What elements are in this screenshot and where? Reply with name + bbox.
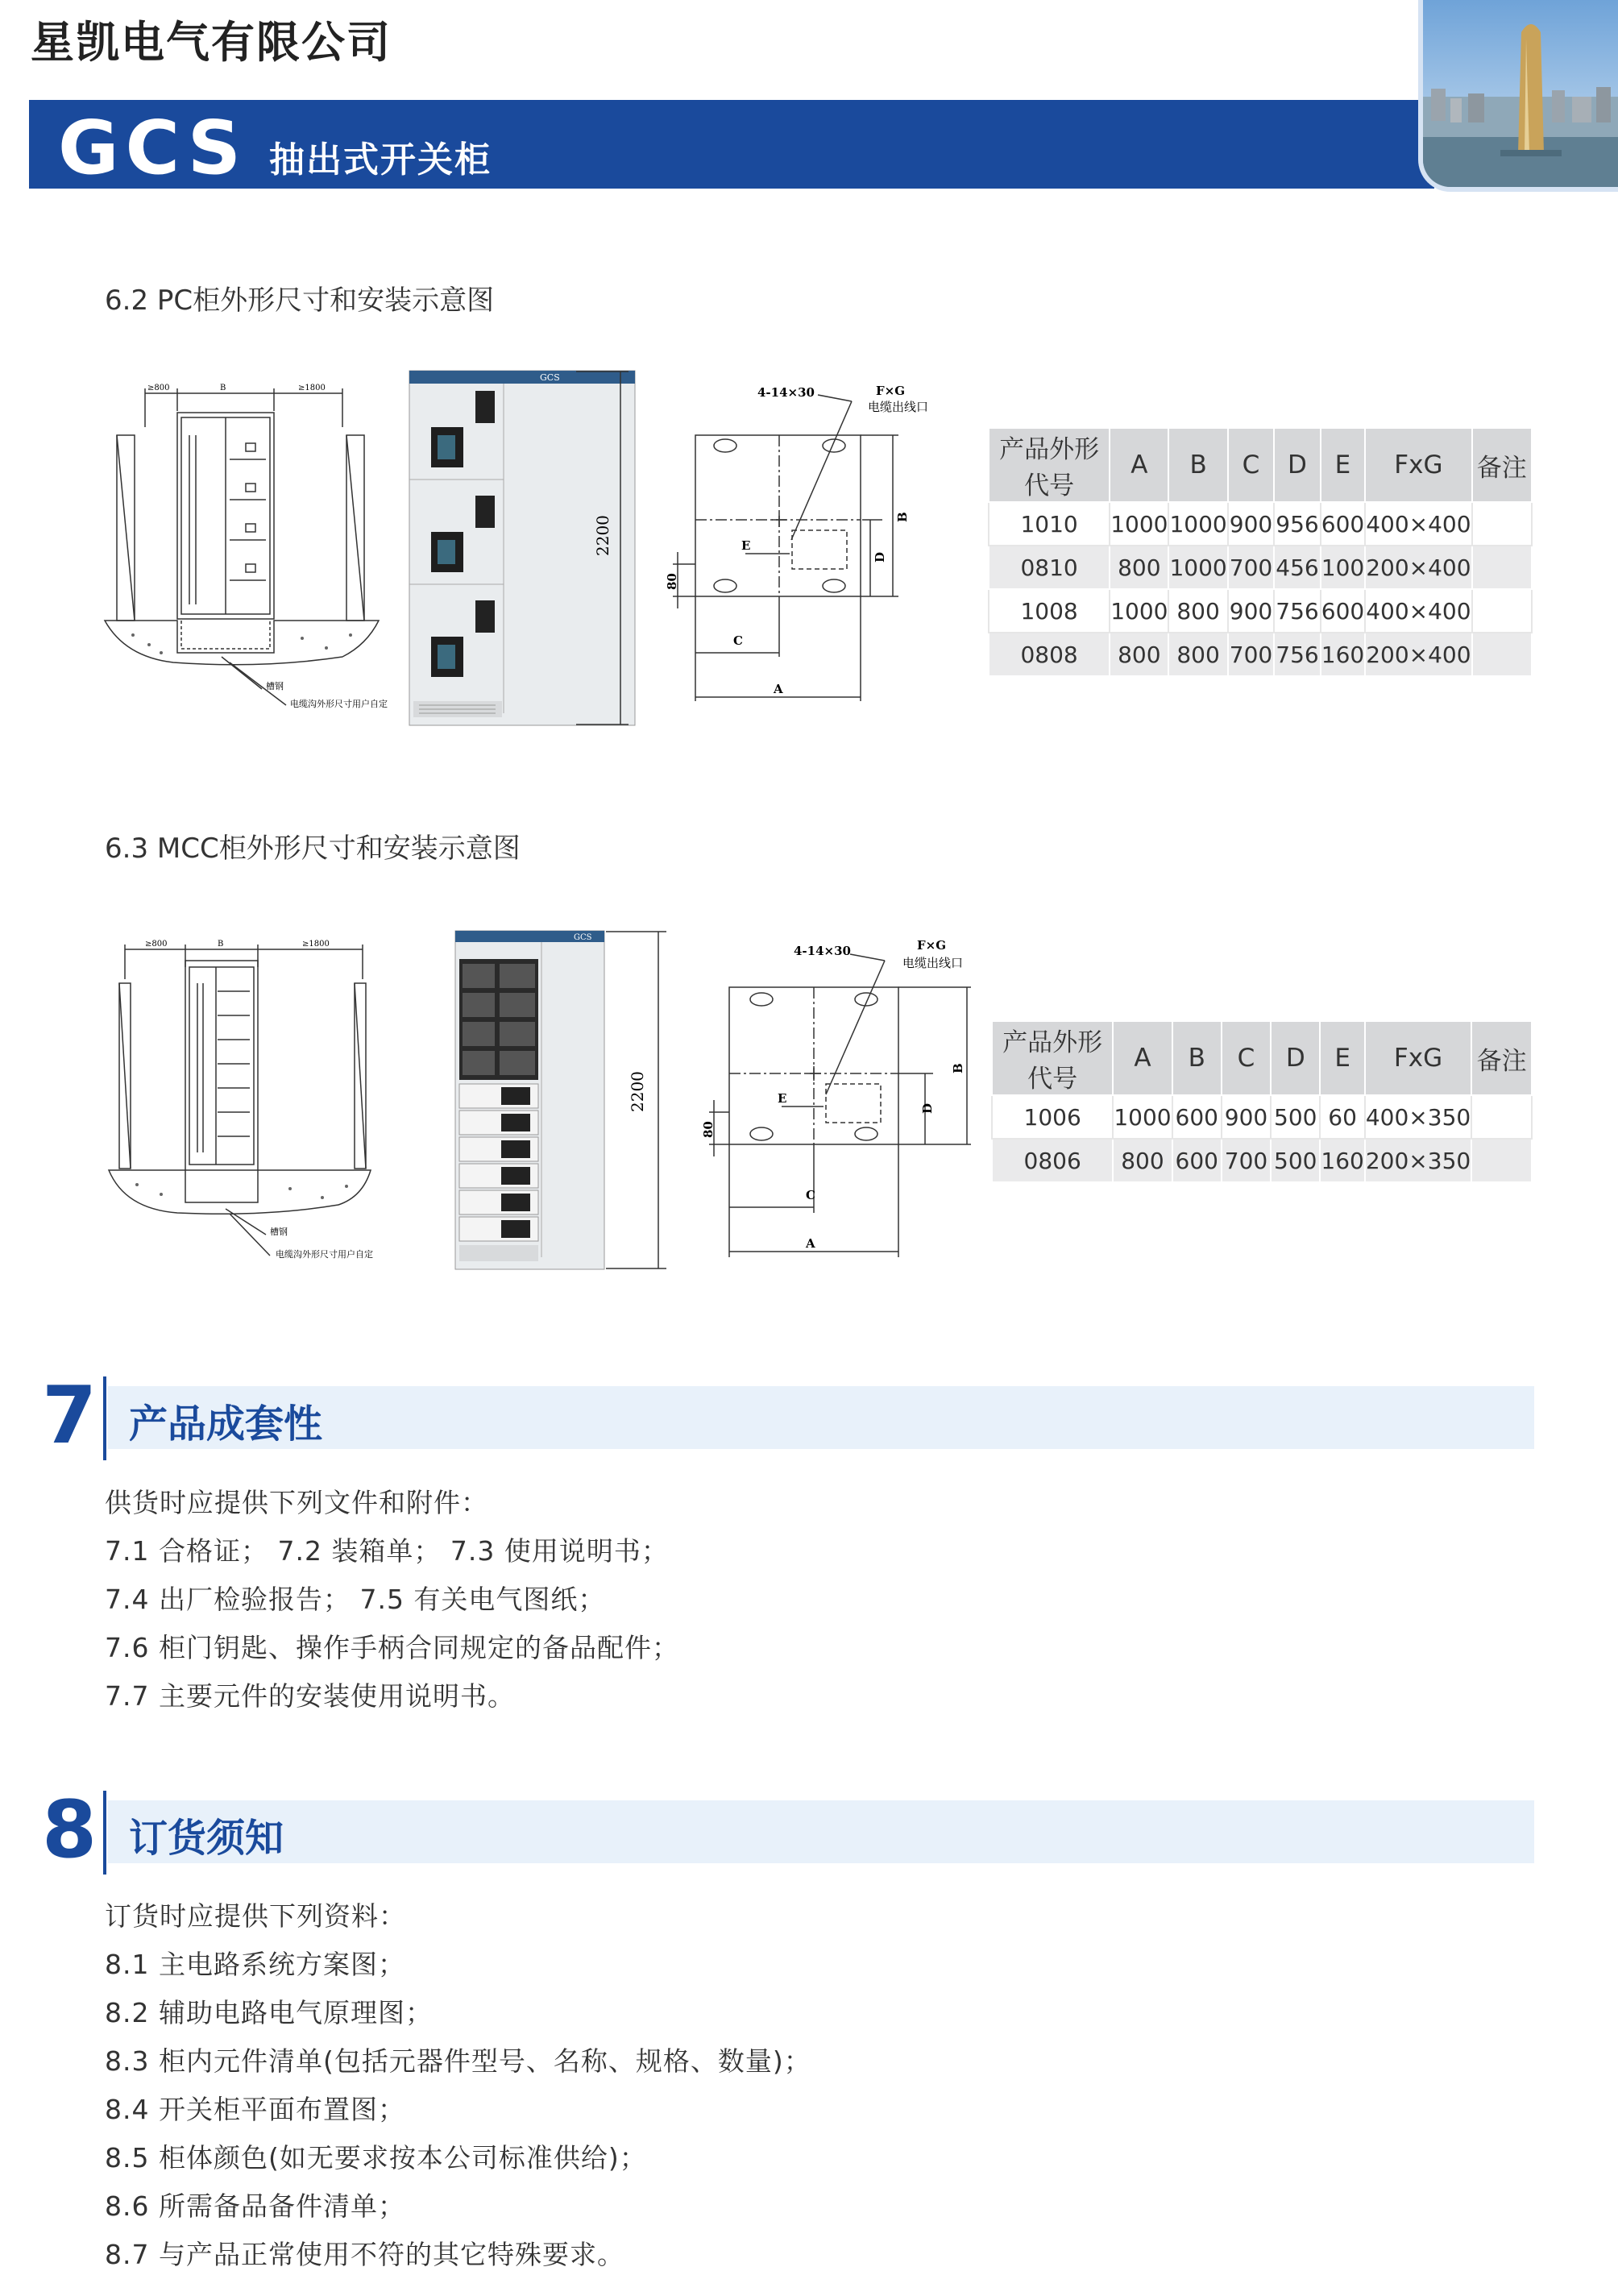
table-cell	[1472, 633, 1532, 676]
table-cell: 600	[1172, 1095, 1222, 1139]
list-item: 7.7 主要元件的安装使用说明书。	[105, 1680, 515, 1712]
section-7-body	[105, 1479, 679, 1721]
table-cell: 1000	[1113, 1095, 1172, 1139]
pc-installation-drawing	[101, 379, 391, 717]
table-cell: 600	[1321, 589, 1365, 633]
table-cell: 0806	[992, 1139, 1113, 1182]
table-cell: 160	[1321, 633, 1365, 676]
table-cell	[1472, 546, 1532, 589]
label-trench: 电缆沟外形尺寸用户自定	[290, 699, 388, 709]
table-cell: 800	[1168, 589, 1227, 633]
table-cell: 700	[1222, 1139, 1271, 1182]
mcc-plan-drawing	[701, 935, 999, 1257]
plan-cable: 电缆出线口	[902, 956, 964, 970]
table-header: FxG	[1365, 1021, 1471, 1095]
table-cell: 456	[1274, 546, 1321, 589]
table-cell: 0810	[989, 546, 1110, 589]
table-cell: 1006	[992, 1095, 1113, 1139]
table-cell: 800	[1110, 633, 1168, 676]
mcc-installation-drawing	[105, 935, 379, 1273]
section-8-divider	[103, 1791, 106, 1875]
company-name: 星凯电气有限公司	[31, 17, 392, 68]
dim-right: ≥1800	[298, 384, 326, 392]
plan-c: C	[733, 633, 743, 648]
table-cell	[1471, 1139, 1532, 1182]
table-cell: 200×400	[1365, 633, 1471, 676]
plan-c: C	[806, 1188, 815, 1202]
table-cell: 756	[1274, 633, 1321, 676]
list-item: 8.5 柜体颜色(如无要求按本公司标准供给)；	[105, 2142, 647, 2174]
list-item: 订货时应提供下列资料：	[105, 1900, 406, 1932]
mcc-height-dimension	[606, 927, 670, 1273]
table-cell: 1008	[989, 589, 1110, 633]
table-cell: 900	[1228, 589, 1275, 633]
dim-right: ≥1800	[302, 940, 330, 949]
plan-e: E	[778, 1091, 787, 1106]
section-7-divider	[103, 1376, 106, 1460]
list-item: 供货时应提供下列文件和附件：	[105, 1487, 488, 1518]
mcc-cabinet-image	[453, 927, 614, 1273]
section-8-number: 8	[42, 1784, 97, 1876]
table-header: A	[1110, 428, 1168, 502]
table-header: 备注	[1471, 1021, 1532, 1095]
table-row	[989, 633, 1532, 676]
list-item: 8.6 所需备品备件清单；	[105, 2190, 405, 2222]
list-item: 8.1 主电路系统方案图；	[105, 1949, 405, 1980]
table-header: C	[1222, 1021, 1271, 1095]
table-cell: 900	[1228, 502, 1275, 546]
table-cell: 800	[1168, 633, 1227, 676]
dim-b: B	[220, 384, 226, 392]
table-row	[992, 1139, 1532, 1182]
table-header: FxG	[1365, 428, 1471, 502]
plan-e: E	[741, 538, 751, 553]
section-8-title: 订货须知	[129, 1816, 284, 1861]
table-header: E	[1321, 428, 1365, 502]
table-cell: 956	[1274, 502, 1321, 546]
table-cell: 800	[1113, 1139, 1172, 1182]
label-trench: 电缆沟外形尺寸用户自定	[276, 1249, 373, 1260]
list-item: 8.7 与产品正常使用不符的其它特殊要求。	[105, 2239, 624, 2270]
table-cell	[1471, 1095, 1532, 1139]
plan-holes: 4-14×30	[757, 385, 815, 400]
label-channel: 槽钢	[270, 1227, 288, 1237]
pc-plan-drawing	[665, 379, 963, 701]
city-skyline-image	[1423, 0, 1618, 187]
section-8-body	[105, 1892, 811, 2279]
table-cell: 600	[1172, 1139, 1222, 1182]
table-header: 备注	[1472, 428, 1532, 502]
city-photo	[1418, 0, 1618, 192]
table-row	[989, 589, 1532, 633]
table-cell: 700	[1228, 633, 1275, 676]
list-item: 7.1 合格证； 7.2 装箱单； 7.3 使用说明书；	[105, 1535, 669, 1567]
height-label: 2200	[628, 1071, 647, 1112]
height-label: 2200	[593, 515, 612, 556]
table-header: D	[1271, 1021, 1320, 1095]
table-cell: 60	[1320, 1095, 1364, 1139]
table-cell: 200×400	[1365, 546, 1471, 589]
plan-holes: 4-14×30	[794, 944, 851, 958]
pc-height-dimension	[576, 367, 633, 729]
table-header: 产品外形代号	[992, 1021, 1113, 1095]
cabinet-brand: GCS	[540, 372, 560, 383]
table-cell: 400×350	[1365, 1095, 1471, 1139]
table-cell: 800	[1110, 546, 1168, 589]
table-cell: 200×350	[1365, 1139, 1471, 1182]
table-cell: 700	[1228, 546, 1275, 589]
table-row	[992, 1095, 1532, 1139]
product-title: 抽出式开关柜	[269, 139, 492, 181]
mcc-dimension-table	[991, 1020, 1533, 1183]
section-7-title: 产品成套性	[129, 1401, 323, 1447]
table-header: B	[1168, 428, 1227, 502]
plan-a: A	[806, 1236, 815, 1251]
plan-d: D	[873, 551, 887, 563]
plan-b: B	[951, 1063, 965, 1073]
table-row	[989, 546, 1532, 589]
table-header: 产品外形代号	[989, 428, 1110, 502]
plan-80: 80	[701, 1121, 716, 1138]
dim-b: B	[218, 940, 224, 949]
table-cell: 600	[1321, 502, 1365, 546]
table-header: E	[1320, 1021, 1364, 1095]
table-cell: 400×400	[1365, 589, 1471, 633]
list-item: 8.2 辅助电路电气原理图；	[105, 1997, 433, 2028]
pc-dimension-table	[988, 427, 1533, 677]
plan-fg: F×G	[876, 384, 906, 398]
plan-cable: 电缆出线口	[868, 400, 929, 414]
plan-80: 80	[665, 573, 679, 590]
table-cell: 900	[1222, 1095, 1271, 1139]
table-cell: 1000	[1168, 546, 1227, 589]
list-item: 8.4 开关柜平面布置图；	[105, 2094, 405, 2125]
section-6-3-title: 6.3 MCC柜外形尺寸和安装示意图	[105, 832, 521, 865]
table-cell: 1000	[1110, 502, 1168, 546]
table-cell: 100	[1321, 546, 1365, 589]
dim-left: ≥800	[147, 384, 170, 392]
cabinet-brand: GCS	[574, 933, 592, 942]
dim-left: ≥800	[145, 940, 168, 949]
table-cell: 756	[1274, 589, 1321, 633]
table-cell: 0808	[989, 633, 1110, 676]
table-cell: 1010	[989, 502, 1110, 546]
list-item: 8.3 柜内元件清单(包括元器件型号、名称、规格、数量)；	[105, 2045, 811, 2077]
table-header: B	[1172, 1021, 1222, 1095]
plan-a: A	[774, 682, 783, 696]
table-cell: 1000	[1168, 502, 1227, 546]
table-cell	[1472, 502, 1532, 546]
table-cell: 1000	[1110, 589, 1168, 633]
table-cell: 160	[1320, 1139, 1364, 1182]
list-item: 7.4 出厂检验报告； 7.5 有关电气图纸；	[105, 1584, 606, 1615]
table-cell: 500	[1271, 1095, 1320, 1139]
table-header: A	[1113, 1021, 1172, 1095]
table-cell: 500	[1271, 1139, 1320, 1182]
table-cell	[1472, 589, 1532, 633]
label-channel: 槽钢	[266, 681, 284, 691]
plan-fg: F×G	[917, 938, 947, 953]
plan-d: D	[920, 1102, 935, 1114]
plan-b: B	[895, 512, 910, 522]
table-cell: 400×400	[1365, 502, 1471, 546]
section-7-number: 7	[42, 1370, 97, 1462]
table-header: C	[1228, 428, 1275, 502]
section-6-2-title: 6.2 PC柜外形尺寸和安装示意图	[105, 284, 495, 317]
section-8-band	[108, 1800, 1534, 1863]
product-code: GCS	[58, 105, 247, 191]
list-item: 7.6 柜门钥匙、操作手柄合同规定的备品配件；	[105, 1632, 679, 1663]
table-row	[989, 502, 1532, 546]
table-header: D	[1274, 428, 1321, 502]
